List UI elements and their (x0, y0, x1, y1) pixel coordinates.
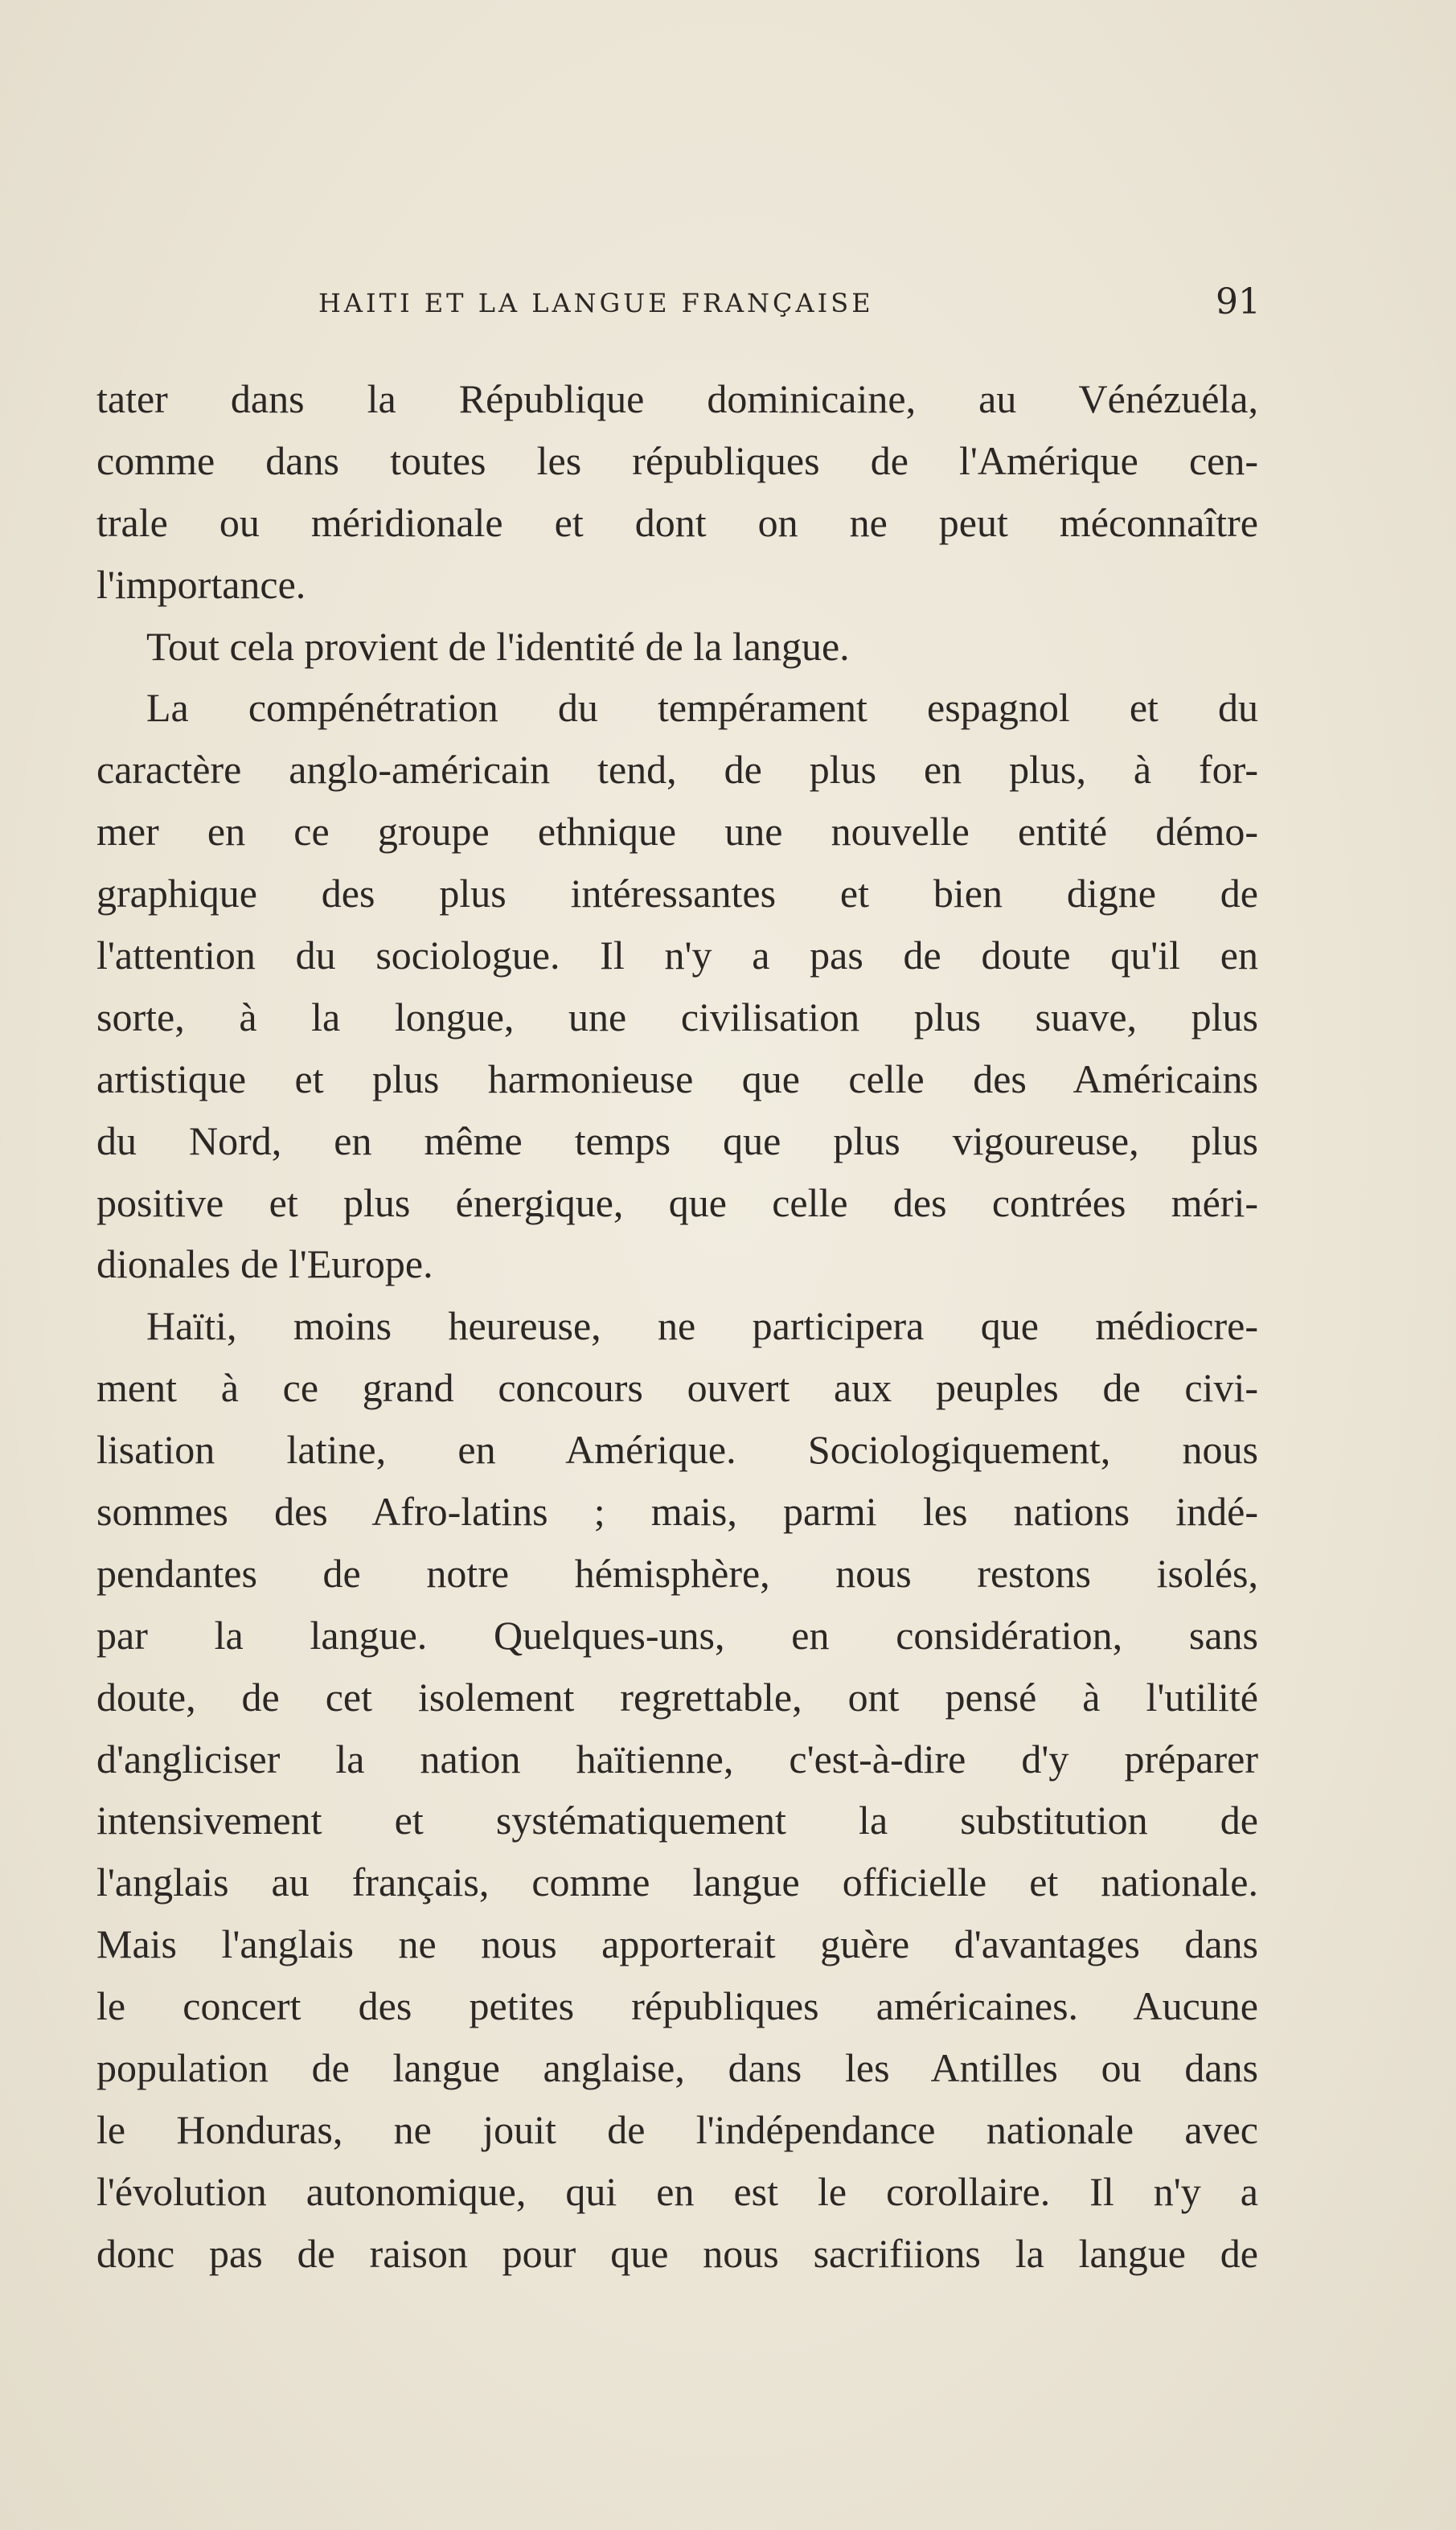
text-line: intensivement et systématiquement la substitution de (96, 1798, 1258, 1843)
text-line: mer en ce groupe ethnique une nouvelle entité démo- (96, 809, 1258, 855)
text-line: trale ou méridionale et dont on ne peut méconnaître (96, 499, 1258, 545)
text-line: positive et plus énergique, que celle des contrées méri- (96, 1179, 1258, 1225)
text-line: artistique et plus harmonieuse que celle des Américains (96, 1056, 1258, 1101)
text-line: par la langue. Quelques-uns, en considération, sans (96, 1612, 1258, 1658)
page-header (256, 281, 1261, 330)
text-line: donc pas de raison pour que nous sacrifiions la langue de (96, 2230, 1258, 2276)
text-line: comme dans toutes les républiques de l'Amérique cen- (96, 437, 1258, 483)
text-line: d'angliciser la nation haïtienne, c'est-à-dire d'y préparer (96, 1736, 1258, 1782)
text-line: tater dans la République dominicaine, au Vénézuéla, (96, 376, 1258, 421)
text-line: graphique des plus intéressantes et bien digne de (96, 871, 1258, 916)
text-line: l'importance. (96, 561, 306, 607)
text-line: le concert des petites républiques américaines. Aucune (96, 1983, 1258, 2029)
text-line: le Honduras, ne jouit de l'indépendance nationale avec (96, 2106, 1258, 2152)
text-line: ment à ce grand concours ouvert aux peuples de civi- (96, 1365, 1258, 1411)
text-line: caractère anglo-américain tend, de plus en plus, à for- (96, 747, 1258, 793)
page-number: 91 (1216, 281, 1261, 322)
text-line: La compénétration du tempérament espagnol et du (146, 685, 1258, 731)
text-line: l'évolution autonomique, qui en est le corollaire. Il n'y a (96, 2168, 1258, 2214)
text-line: lisation latine, en Amérique. Sociologiquement, nous (96, 1427, 1258, 1473)
text-line: l'anglais au français, comme langue officielle et nationale. (96, 1860, 1258, 1905)
text-line: Mais l'anglais ne nous apporterait guère d'avantages dans (96, 1921, 1258, 1967)
text-line: Tout cela provient de l'identité de la langue. (146, 623, 850, 669)
body-text (96, 368, 1258, 2285)
running-title: HAITI ET LA LANGUE FRANÇAISE (318, 288, 874, 318)
text-line: doute, de cet isolement regrettable, ont pensé à l'utilité (96, 1674, 1258, 1720)
text-line: du Nord, en même temps que plus vigoureuse, plus (96, 1117, 1258, 1163)
text-line: sorte, à la longue, une civilisation plus suave, plus (96, 994, 1258, 1039)
text-line: pendantes de notre hémisphère, nous restons isolés, (96, 1550, 1258, 1596)
text-line: dionales de l'Europe. (96, 1241, 433, 1287)
text-line: Haïti, moins heureuse, ne participera que médiocre- (146, 1303, 1258, 1349)
text-line: sommes des Afro-latins ; mais, parmi les nations indé- (96, 1489, 1258, 1535)
text-line: population de langue anglaise, dans les Antilles ou dans (96, 2045, 1258, 2091)
text-line: l'attention du sociologue. Il n'y a pas de doute qu'il en (96, 933, 1258, 978)
